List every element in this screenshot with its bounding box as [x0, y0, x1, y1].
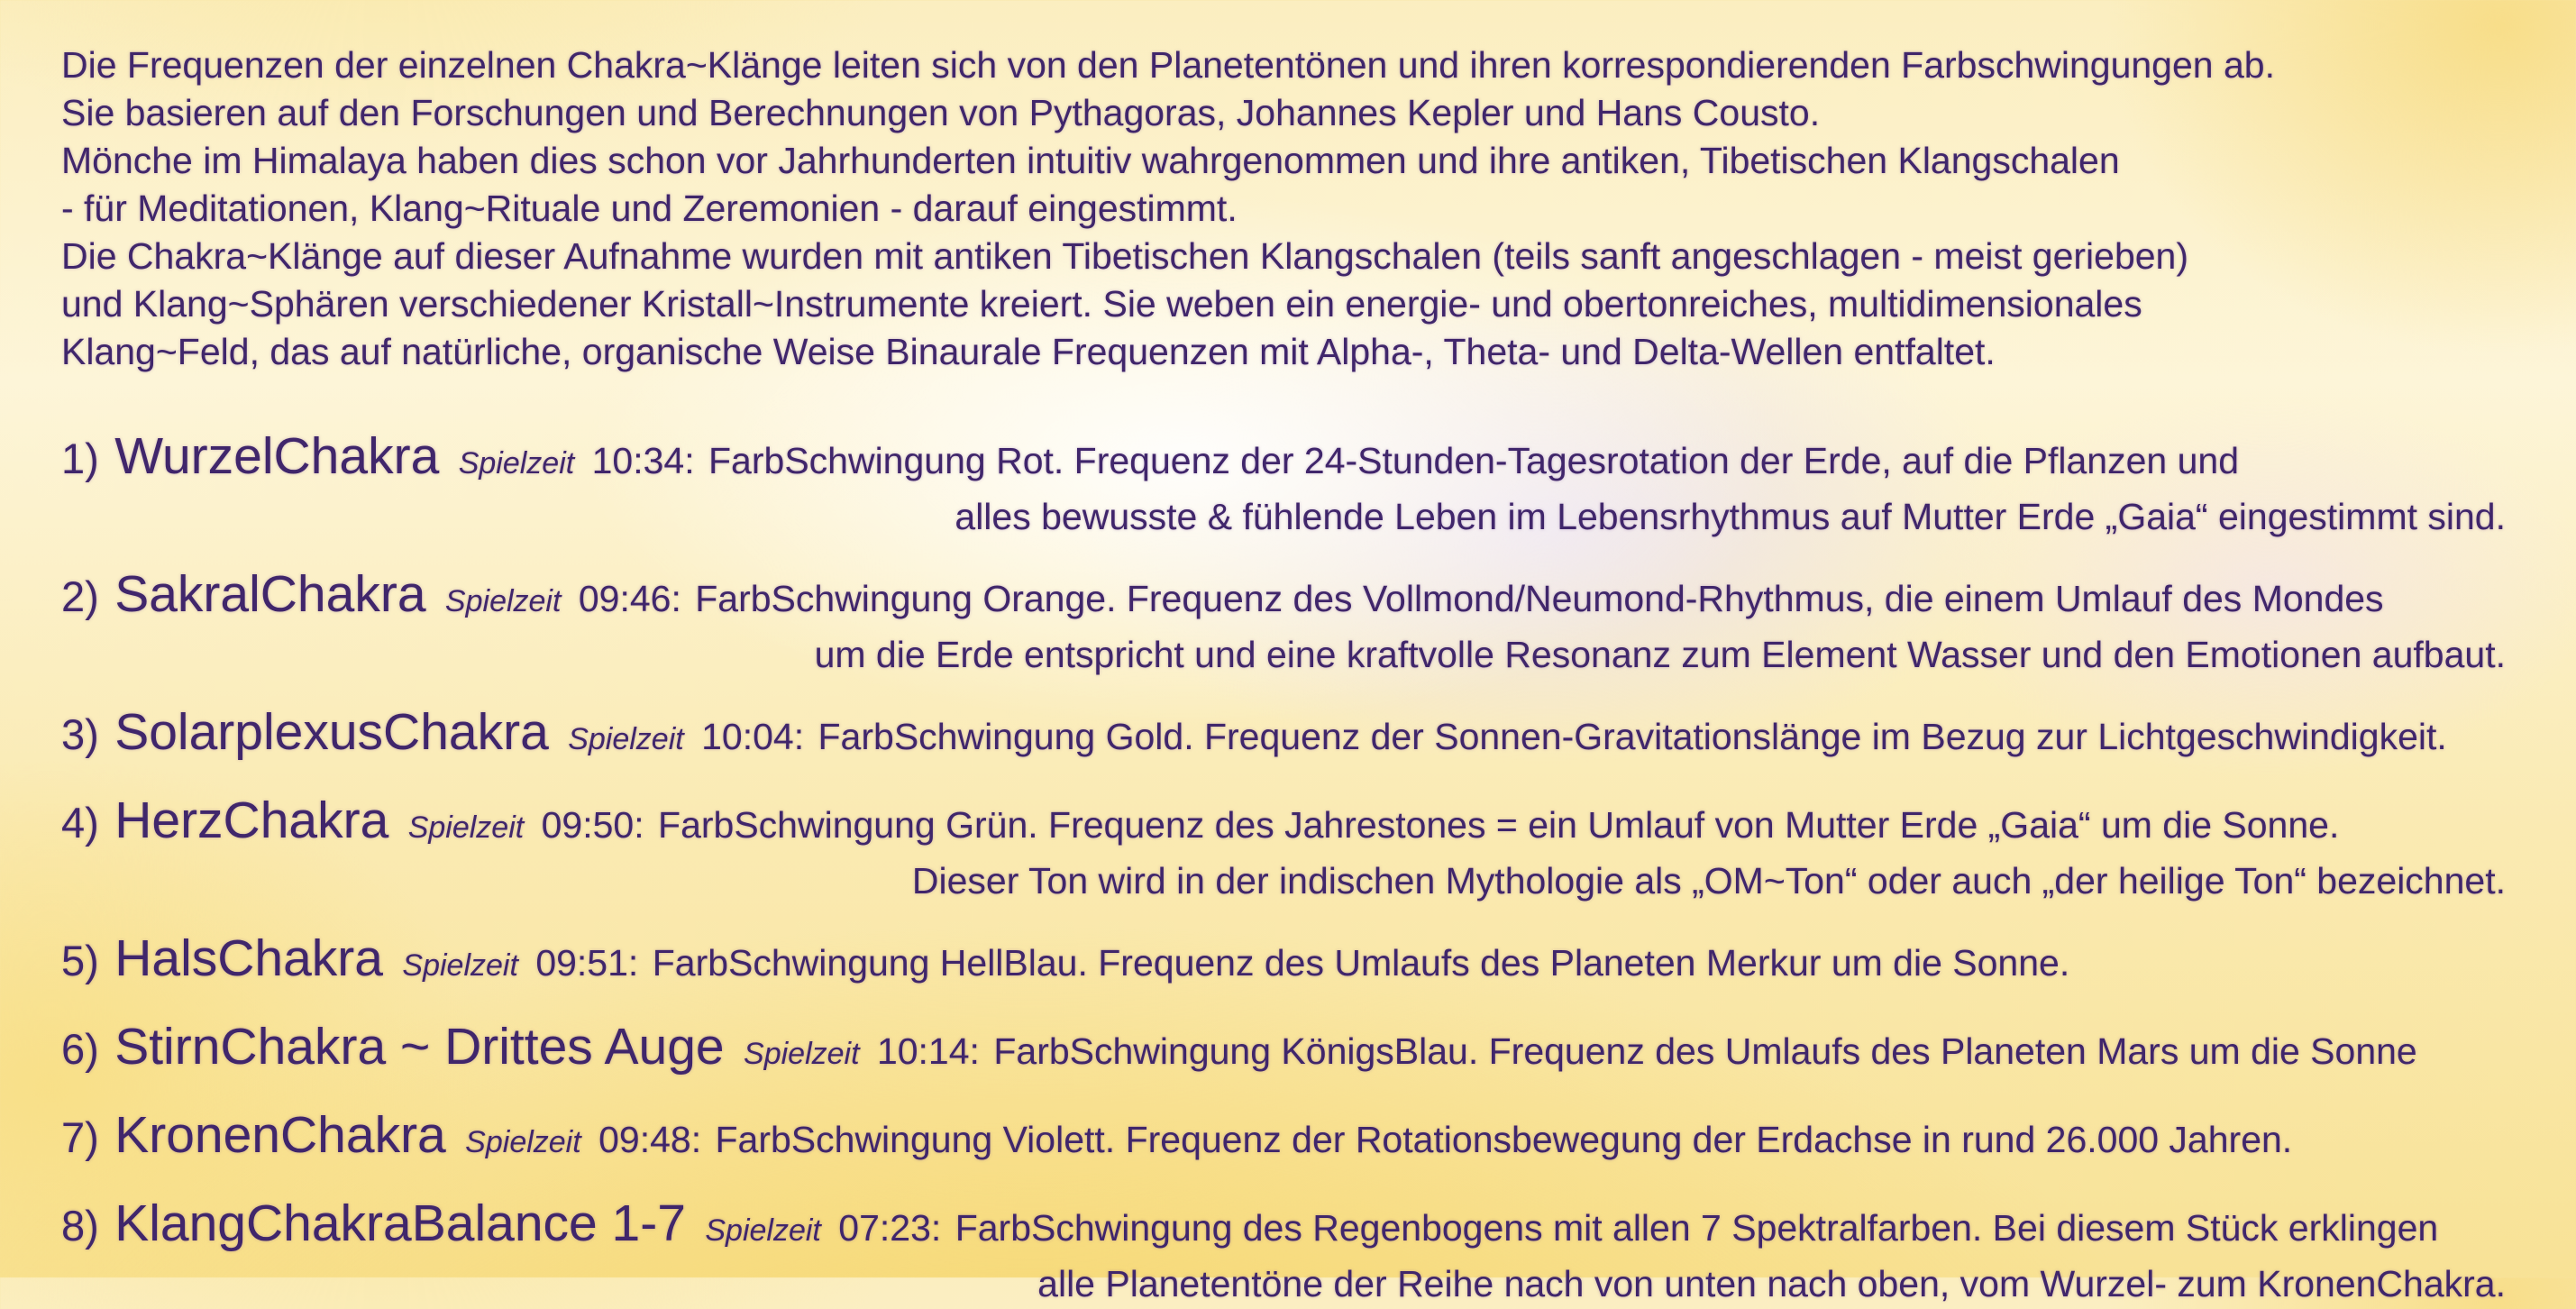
- track-description-cont: alle Planetentöne der Reihe nach von unten nach oben, vom Wurzel- zum KronenChakra.: [1037, 1263, 2506, 1304]
- track-name: HerzChakra: [114, 792, 389, 849]
- spielzeit-label: Spielzeit: [444, 584, 562, 618]
- track-time: 10:04:: [701, 716, 805, 757]
- track-time: 07:23:: [838, 1207, 942, 1249]
- track-list: [61, 428, 2506, 1309]
- track-description-cont: um die Erde entspricht und eine kraftvolle Resonanz zum Element Wasser und den Emotionen aufbaut.: [814, 634, 2506, 675]
- track-number: 8): [61, 1202, 99, 1250]
- track-heading-line: [61, 1019, 2506, 1083]
- track-item: [61, 1107, 2506, 1171]
- track-description: FarbSchwingung KönigsBlau. Frequenz des Umlaufs des Planeten Mars um die Sonne: [993, 1030, 2417, 1072]
- intro-line: - für Meditationen, Klang~Rituale und Zeremonien - darauf eingestimmt.: [61, 188, 1238, 229]
- track-number: 6): [61, 1025, 99, 1073]
- track-name: KronenChakra: [114, 1106, 446, 1164]
- track-description: FarbSchwingung Gold. Frequenz der Sonnen-Gravitationslänge im Bezug zur Lichtgeschwindigkeit.: [818, 716, 2447, 757]
- track-description: FarbSchwingung Violett. Frequenz der Rotationsbewegung der Erdachse in rund 26.000 Jahren.: [715, 1119, 2293, 1160]
- track-name: StirnChakra ~ Drittes Auge: [114, 1018, 725, 1076]
- track-item: [61, 930, 2506, 994]
- track-item: [61, 1195, 2506, 1309]
- track-heading-line: [61, 704, 2506, 768]
- track-time: 10:14:: [876, 1030, 980, 1072]
- track-number: 5): [61, 937, 99, 984]
- track-name: SolarplexusChakra: [114, 703, 549, 761]
- track-heading-line: [61, 792, 2506, 856]
- track-heading-line: [61, 1195, 2506, 1259]
- track-description: FarbSchwingung Orange. Frequenz des Vollmond/Neumond-Rhythmus, die einem Umlauf des Mondes: [695, 578, 2384, 619]
- spielzeit-label: Spielzeit: [402, 948, 518, 983]
- track-number: 4): [61, 799, 99, 847]
- spielzeit-label: Spielzeit: [705, 1213, 821, 1248]
- intro-line: Die Frequenzen der einzelnen Chakra~Klänge leiten sich von den Planetentönen und ihren korrespondierenden Farbschwingungen ab.: [61, 44, 2275, 86]
- track-number: 2): [61, 572, 99, 620]
- track-number: 3): [61, 710, 99, 758]
- track-heading-line: [61, 1107, 2506, 1171]
- track-heading-line: [61, 428, 2506, 492]
- track-name: WurzelChakra: [114, 427, 440, 485]
- track-time: 09:46:: [578, 578, 681, 619]
- track-name: KlangChakraBalance 1-7: [114, 1195, 686, 1252]
- track-name: HalsChakra: [114, 929, 383, 987]
- track-item: [61, 1019, 2506, 1083]
- track-description: FarbSchwingung HellBlau. Frequenz des Umlaufs des Planeten Merkur um die Sonne.: [652, 942, 2070, 984]
- track-time: 09:48:: [598, 1119, 702, 1160]
- track-heading-line: [61, 930, 2506, 994]
- spielzeit-label: Spielzeit: [407, 810, 525, 845]
- intro-line: Mönche im Himalaya haben dies schon vor Jahrhunderten intuitiv wahrgenommen und ihre antiken, Tibetischen Klangschalen: [61, 140, 2120, 181]
- track-description: FarbSchwingung des Regenbogens mit allen 7 Spektralfarben. Bei diesem Stück erklingen: [955, 1207, 2439, 1249]
- intro-line: Die Chakra~Klänge auf dieser Aufnahme wurden mit antiken Tibetischen Klangschalen (teils sanft angeschlagen - meist gerieben): [61, 235, 2189, 277]
- intro-line: und Klang~Sphären verschiedener Kristall~Instrumente kreiert. Sie weben ein energie- und obertonreiches, multidimensionales: [61, 283, 2142, 325]
- track-time: 09:51:: [535, 942, 639, 984]
- track-description-cont: alles bewusste & fühlende Leben im Lebensrhythmus auf Mutter Erde „Gaia“ eingestimmt sind.: [955, 496, 2506, 537]
- track-name: SakralChakra: [114, 565, 426, 623]
- track-time: 09:50:: [541, 804, 644, 846]
- spielzeit-label: Spielzeit: [458, 446, 575, 481]
- track-heading-line: [61, 566, 2506, 630]
- track-item: [61, 704, 2506, 768]
- track-number: 7): [61, 1113, 99, 1161]
- track-description: FarbSchwingung Rot. Frequenz der 24-Stunden-Tagesrotation der Erde, auf die Pflanzen und: [708, 440, 2240, 481]
- spielzeit-label: Spielzeit: [744, 1037, 860, 1071]
- track-description-cont: Dieser Ton wird in der indischen Mythologie als „OM~Ton“ oder auch „der heilige Ton“ bezeichnet.: [911, 860, 2506, 902]
- intro-paragraph: [61, 41, 2506, 376]
- track-item: [61, 428, 2506, 542]
- track-time: 10:34:: [591, 440, 695, 481]
- spielzeit-label: Spielzeit: [465, 1125, 581, 1159]
- track-item: [61, 566, 2506, 680]
- spielzeit-label: Spielzeit: [568, 722, 684, 756]
- track-number: 1): [61, 435, 99, 482]
- intro-line: Klang~Feld, das auf natürliche, organische Weise Binaurale Frequenzen mit Alpha-, Theta- und Delta-Wellen entfaltet.: [61, 331, 1996, 372]
- track-description: FarbSchwingung Grün. Frequenz des Jahrestones = ein Umlauf von Mutter Erde „Gaia“ um die Sonne.: [658, 804, 2340, 846]
- intro-line: Sie basieren auf den Forschungen und Berechnungen von Pythagoras, Johannes Kepler und Hans Cousto.: [61, 92, 1821, 133]
- track-item: [61, 792, 2506, 906]
